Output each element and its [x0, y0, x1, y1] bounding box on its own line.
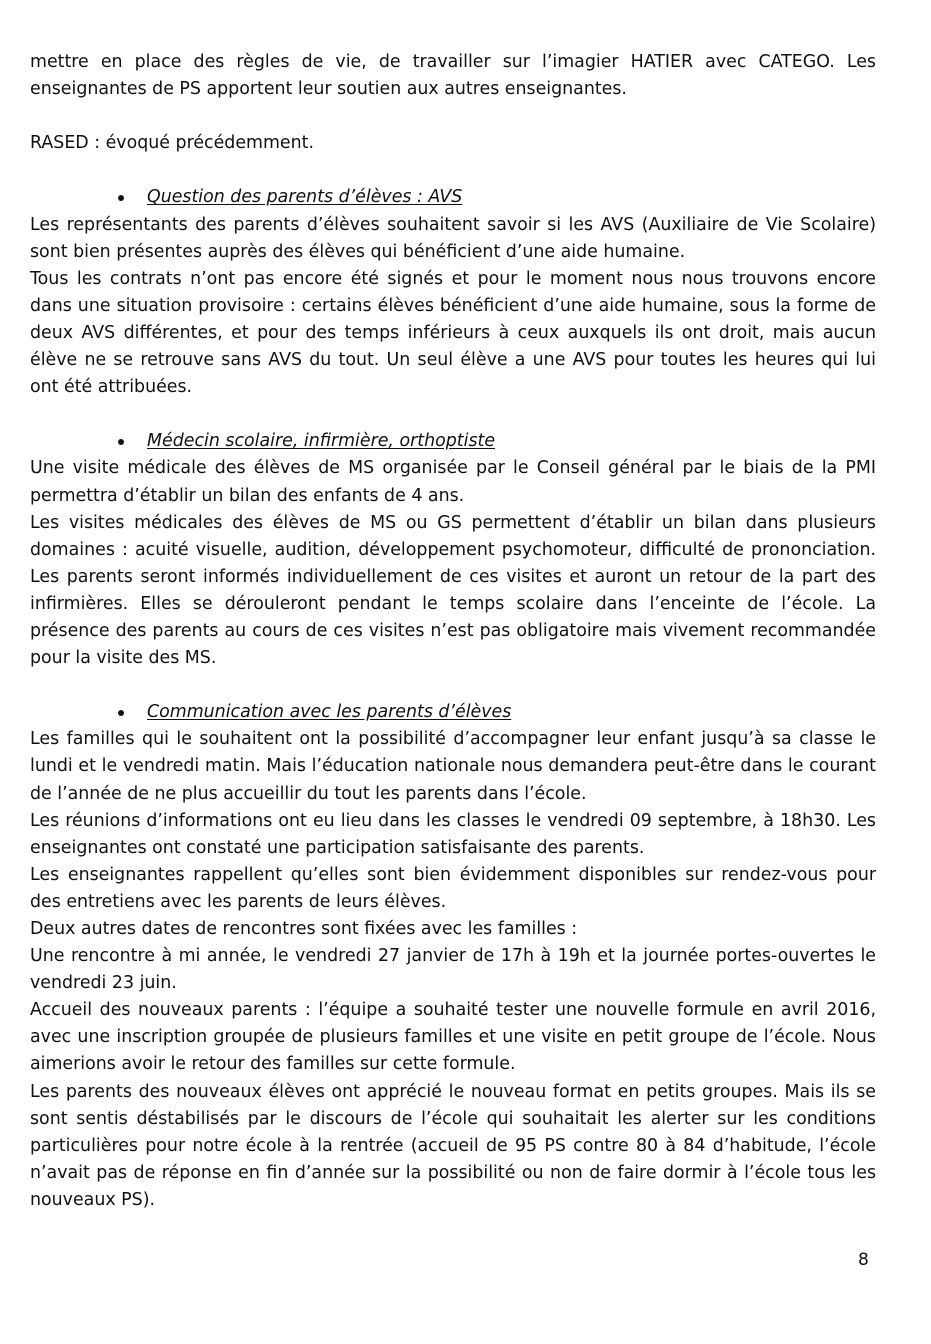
page-content	[30, 49, 876, 1214]
heading-text: Médecin scolaire, infirmière, orthoptiste	[147, 431, 496, 452]
paragraph: Deux autres dates de rencontres sont fixées avec les familles :	[30, 919, 578, 939]
spacer	[30, 401, 876, 428]
paragraph: Une rencontre à mi année, le vendredi 27 janvier de 17h à 19h et la journée portes-ouvertes le vendredi 23 juin.	[30, 946, 876, 994]
paragraph: Les visites médicales des élèves de MS ou GS permettent d’établir un bilan dans plusieurs domaines : acuité visuelle, audition, développement psychomoteur, difficulté de prononciation. Les parents seront informés individuellement de ces visites et auront un retour de la part des infirmières. Elles se dérouleront pendant le temps scolaire dans l’enceinte de l’école. La présence des parents au cours de ces visites n’est pas obligatoire mais vivement recommandée pour la visite des MS.	[30, 512, 876, 669]
paragraph: mettre en place des règles de vie, de travailler sur l’imagier HATIER avec CATEGO. Les enseignantes de PS apportent leur soutien aux autres enseignantes.	[30, 52, 876, 100]
paragraph: Les représentants des parents d’élèves souhaitent savoir si les AVS (Auxiliaire de Vie Scolaire) sont bien présentes auprès des élèves qui bénéficient d’une aide humaine.	[30, 214, 876, 262]
spacer	[30, 103, 876, 130]
paragraph: Une visite médicale des élèves de MS organisée par le Conseil général par le biais de la PMI permettra d’établir un bilan des enfants de 4 ans.	[30, 458, 876, 506]
paragraph: RASED : évoqué précédemment.	[30, 133, 314, 154]
page-number: 8	[858, 1250, 869, 1270]
section-heading-avs	[30, 184, 876, 211]
heading-text: Communication avec les parents d’élèves	[147, 702, 512, 723]
bullet-icon	[118, 439, 124, 445]
paragraph: Accueil des nouveaux parents : l’équipe a souhaité tester une nouvelle formule en avril 2016, avec une inscription groupée de plusieurs familles et une visite en petit groupe de l’école. Nous aimerions avoir le retour des familles sur cette formule.	[30, 1000, 876, 1075]
paragraph: Les parents des nouveaux élèves ont apprécié le nouveau format en petits groupes. Mais ils se sont sentis déstabilisés par le discours de l’école qui souhaitait les alerter sur les conditions particulières pour notre école à la rentrée (accueil de 95 PS contre 80 à 84 d’habitude, l’école n’avait pas de réponse en fin d’année sur la possibilité ou non de faire dormir à l’école tous les nouveaux PS).	[30, 1081, 876, 1210]
bullet-icon	[118, 195, 124, 201]
paragraph: Les familles qui le souhaitent ont la possibilité d’accompagner leur enfant jusqu’à sa classe le lundi et le vendredi matin. Mais l’éducation nationale nous demandera peut-être dans le courant de l’année de ne plus accueillir du tout les parents dans l’école.	[30, 729, 876, 804]
paragraph: Tous les contrats n’ont pas encore été signés et pour le moment nous nous trouvons encore dans une situation provisoire : certains élèves bénéficient d’une aide humaine, sous la forme de deux AVS différentes, et pour des temps inférieurs à ceux auxquels ils ont droit, mais aucun élève ne se retrouve sans AVS du tout. Un seul élève a une AVS pour toutes les heures qui lui ont été attribuées.	[30, 268, 876, 398]
section-heading-medecin	[30, 428, 876, 455]
spacer	[30, 672, 876, 699]
bullet-icon	[118, 710, 124, 716]
paragraph: Les réunions d’informations ont eu lieu dans les classes le vendredi 09 septembre, à 18h30. Les enseignantes ont constaté une participation satisfaisante des parents.	[30, 810, 876, 858]
section-heading-communication	[30, 699, 876, 726]
heading-text: Question des parents d’élèves : AVS	[147, 187, 463, 208]
paragraph: Les enseignantes rappellent qu’elles sont bien évidemment disponibles sur rendez-vous pour des entretiens avec les parents de leurs élèves.	[30, 864, 876, 912]
spacer	[30, 157, 876, 184]
